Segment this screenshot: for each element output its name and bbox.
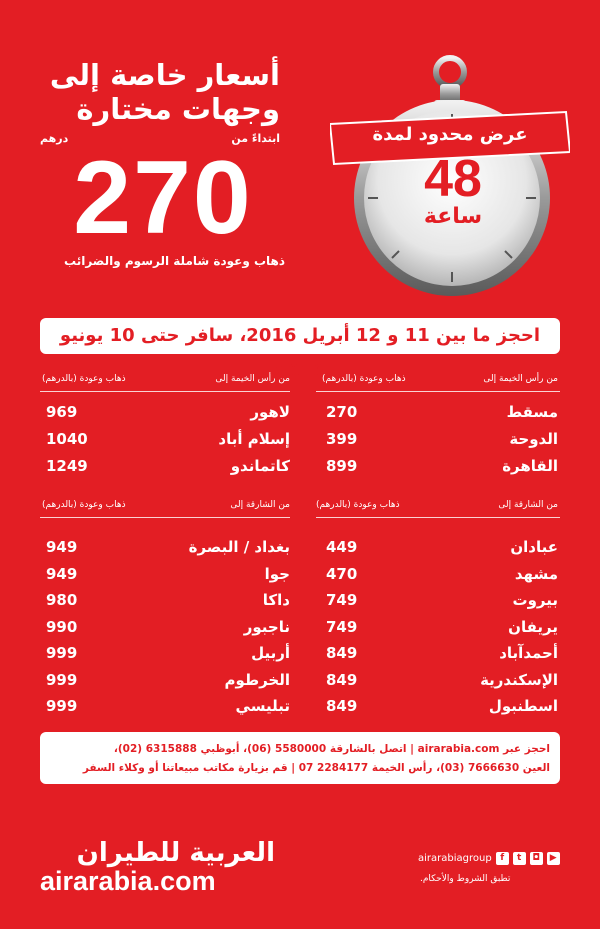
rak-right-from-header: من رأس الخيمة إلى bbox=[483, 374, 558, 384]
sharjah-left-city: تبليسي bbox=[235, 697, 290, 715]
sharjah-right-city: بيروت bbox=[512, 591, 558, 609]
logo-arabic: العربية للطيران bbox=[76, 838, 275, 868]
youtube-icon[interactable]: ▶ bbox=[547, 852, 560, 865]
sharjah-right-price: 849 bbox=[326, 670, 358, 689]
logo-english[interactable]: airarabia.com bbox=[40, 866, 216, 896]
contact-box bbox=[40, 732, 560, 784]
social-links bbox=[418, 850, 560, 866]
sharjah-left-city: أربيل bbox=[251, 644, 290, 662]
sharjah-left-price: 999 bbox=[46, 644, 78, 662]
booking-period: احجز ما بين 11 و 12 أبريل 2016، سافر حتى 10 يونيو 2016 bbox=[40, 318, 560, 354]
sharjah-right-city: عبادان bbox=[510, 538, 558, 556]
sharjah-right-price: 470 bbox=[326, 564, 358, 583]
terms-note: تطبق الشروط والأحكام. bbox=[420, 874, 511, 884]
contact-line2: العين 7666630 (03)، رأس الخيمة 2284177 07 | قم بزيارة مكاتب مبيعاتنا أو وكلاء السفر bbox=[82, 762, 550, 774]
sharjah-left-city: بغداد / البصرة bbox=[188, 538, 290, 556]
sharjah-left-price: 999 bbox=[46, 670, 78, 689]
rak-right-divider bbox=[316, 391, 560, 392]
sharjah-left-city: الخرطوم bbox=[224, 670, 290, 689]
shj-right-divider bbox=[316, 517, 560, 518]
sharjah-left-city: جوا bbox=[264, 564, 290, 583]
sharjah-right-price: 849 bbox=[326, 644, 358, 662]
rak-right-price: 270 bbox=[326, 403, 358, 421]
offer-hours: 48 bbox=[424, 150, 482, 208]
headline-line2: وجهات مختارة bbox=[76, 92, 280, 126]
sharjah-right-city: أحمدآباد bbox=[499, 644, 558, 662]
sharjah-right-city: اسطنبول bbox=[488, 697, 558, 715]
stopwatch-graphic bbox=[330, 50, 570, 310]
rak-left-price: 1249 bbox=[46, 457, 88, 475]
rak-left-price: 1040 bbox=[46, 430, 88, 448]
sharjah-right-city: الإسكندرية bbox=[480, 670, 558, 689]
instagram-icon[interactable]: ◘ bbox=[530, 852, 543, 865]
rak-left-price-header: ذهاب وعودة (بالدرهم) bbox=[42, 374, 126, 384]
sharjah-left-price: 949 bbox=[46, 538, 78, 556]
sharjah-left-price: 980 bbox=[46, 591, 78, 609]
offer-hours-word: ساعة bbox=[423, 204, 483, 229]
contact-line1: احجز عبر airarabia.com | اتصل بالشارقة 5580000 (06)، أبوظبي 6315888 (02)، bbox=[113, 743, 550, 755]
sharjah-left-city: داكا bbox=[262, 591, 290, 609]
limited-offer-banner: عرض محدود لمدة bbox=[372, 124, 528, 145]
rak-left-city: كاتماندو bbox=[230, 457, 290, 475]
facebook-icon[interactable]: f bbox=[496, 852, 509, 865]
shj-right-price-header: ذهاب وعودة (بالدرهم) bbox=[316, 500, 400, 510]
sharjah-left-city: ناجبور bbox=[243, 617, 290, 636]
rak-left-from-header: من رأس الخيمة إلى bbox=[215, 374, 290, 384]
sharjah-right-price: 749 bbox=[326, 591, 358, 609]
shj-right-from-header: من الشارقة إلى bbox=[498, 500, 558, 510]
taxes-note: ذهاب وعودة شاملة الرسوم والضرائب bbox=[64, 254, 285, 268]
rak-right-price: 399 bbox=[326, 430, 358, 448]
rak-right-price: 899 bbox=[326, 457, 358, 475]
rak-left-city: لاهور bbox=[250, 403, 290, 421]
shj-left-from-header: من الشارقة إلى bbox=[230, 500, 290, 510]
starting-price: 270 bbox=[73, 140, 253, 256]
social-handle: airarabiagroup bbox=[418, 852, 492, 864]
rak-left-divider bbox=[40, 391, 290, 392]
headline-line1: أسعار خاصة إلى bbox=[49, 58, 280, 92]
shj-left-divider bbox=[40, 517, 290, 518]
twitter-icon[interactable]: t bbox=[513, 852, 526, 865]
rak-left-price: 969 bbox=[46, 403, 78, 421]
sharjah-right-price: 849 bbox=[326, 697, 358, 715]
sharjah-right-price: 749 bbox=[326, 617, 358, 636]
rak-right-city: الدوحة bbox=[509, 430, 558, 448]
shj-left-price-header: ذهاب وعودة (بالدرهم) bbox=[42, 500, 126, 510]
rak-right-price-header: ذهاب وعودة (بالدرهم) bbox=[322, 374, 406, 384]
sharjah-left-price: 999 bbox=[46, 697, 78, 715]
headline bbox=[40, 58, 280, 126]
sharjah-left-price: 949 bbox=[46, 564, 78, 583]
sharjah-right-city: يريفان bbox=[508, 617, 558, 636]
currency-label: درهم bbox=[40, 132, 69, 145]
from-label: ابتداءً من bbox=[231, 132, 280, 145]
sharjah-right-city: مشهد bbox=[514, 564, 558, 583]
rak-right-city: مسقط bbox=[506, 403, 558, 421]
sharjah-right-price: 449 bbox=[326, 538, 358, 556]
sharjah-left-price: 990 bbox=[46, 617, 78, 636]
rak-right-city: القاهرة bbox=[502, 457, 558, 475]
rak-left-city: إسلام أباد bbox=[218, 430, 290, 448]
